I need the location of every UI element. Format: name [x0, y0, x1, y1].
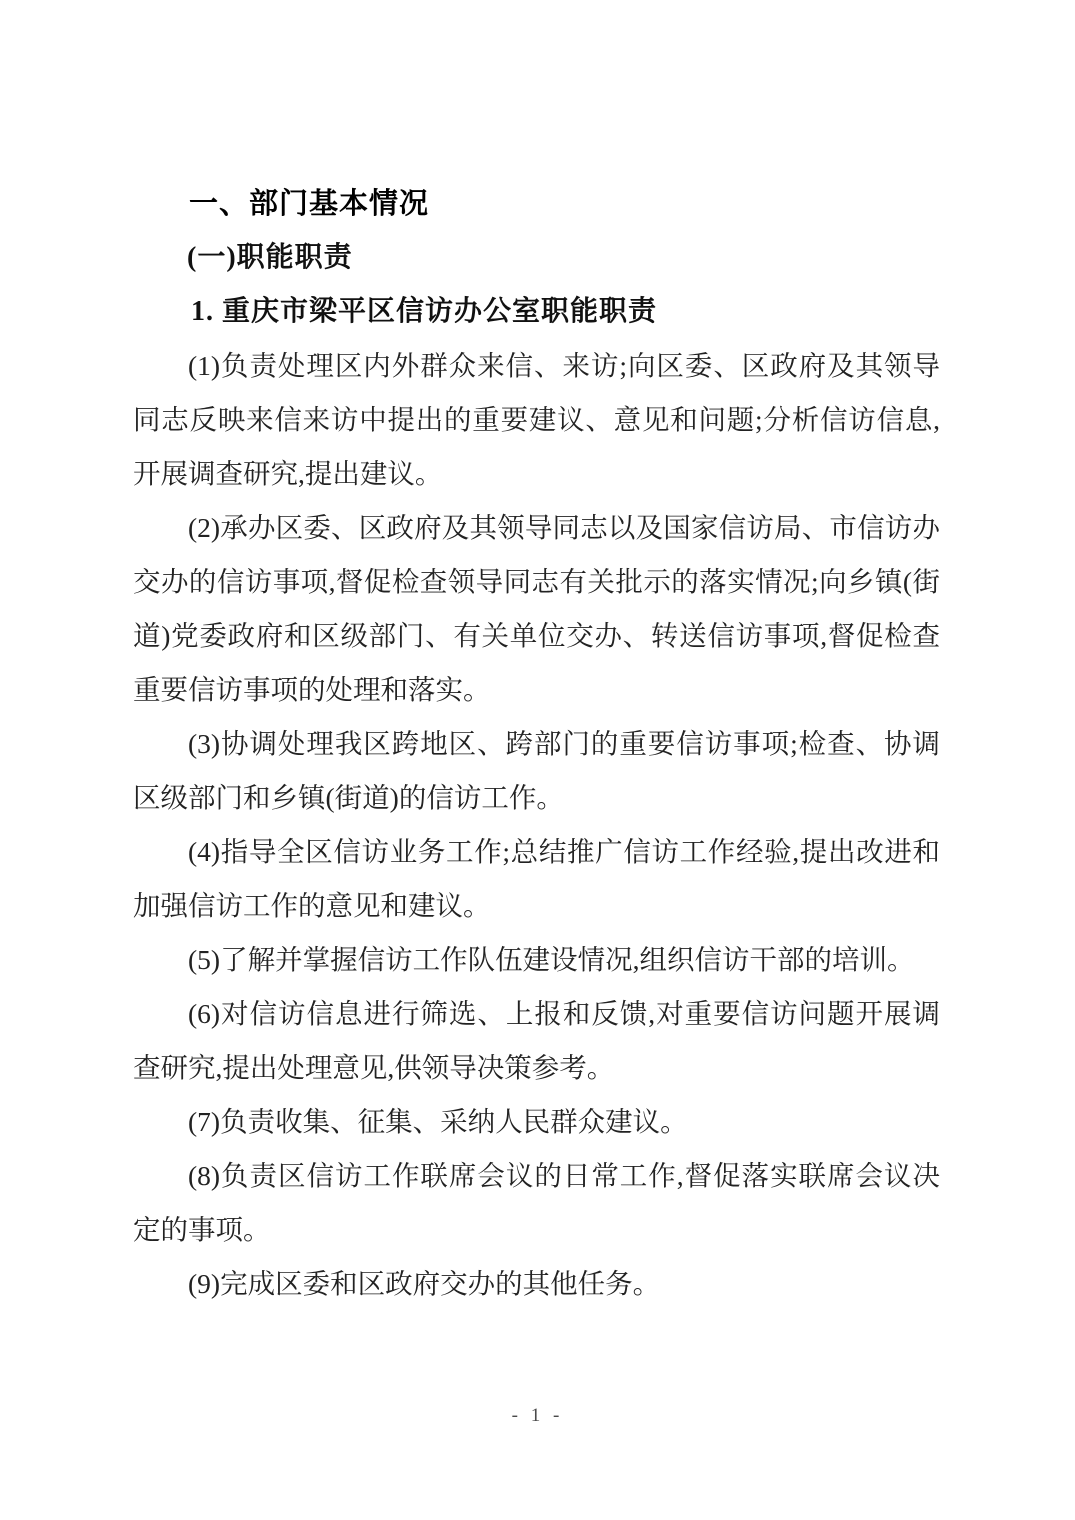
body-paragraph-9: (9)完成区委和区政府交办的其他任务。	[188, 1268, 661, 1299]
body-paragraph-1: (1)负责处理区内外群众来信、来访;向区委、区政府及其领导同志反映来信来访中提出的重要建议、意见和问题;分析信访信息,开展调查研究,提出建议。	[133, 350, 940, 489]
body-paragraph-2: (2)承办区委、区政府及其领导同志以及国家信访局、市信访办交办的信访事项,督促检查领导同志有关批示的落实情况;向乡镇(街道)党委政府和区级部门、有关单位交办、转送信访事项,督促检查重要信访事项的处理和落实。	[133, 512, 940, 705]
body-paragraph-3: (3)协调处理我区跨地区、跨部门的重要信访事项;检查、协调区级部门和乡镇(街道)的信访工作。	[133, 728, 940, 813]
document-body	[133, 177, 940, 1311]
body-paragraph-5: (5)了解并掌握信访工作队伍建设情况,组织信访干部的培训。	[188, 944, 915, 975]
body-paragraph-7: (7)负责收集、征集、采纳人民群众建议。	[188, 1106, 688, 1137]
body-paragraph-8: (8)负责区信访工作联席会议的日常工作,督促落实联席会议决定的事项。	[133, 1160, 940, 1245]
body-paragraph-6: (6)对信访信息进行筛选、上报和反馈,对重要信访问题开展调查研究,提出处理意见,供领导决策参考。	[133, 998, 940, 1083]
page-footer	[0, 1401, 1075, 1431]
item-heading: 1. 重庆市梁平区信访办公室职能职责	[191, 296, 658, 327]
page-number: - 1 -	[511, 1405, 564, 1426]
subsection-heading: (一)职能职责	[187, 242, 353, 273]
section-heading: 一、部门基本情况	[189, 188, 430, 220]
body-paragraph-4: (4)指导全区信访业务工作;总结推广信访工作经验,提出改进和加强信访工作的意见和建议。	[133, 836, 940, 921]
